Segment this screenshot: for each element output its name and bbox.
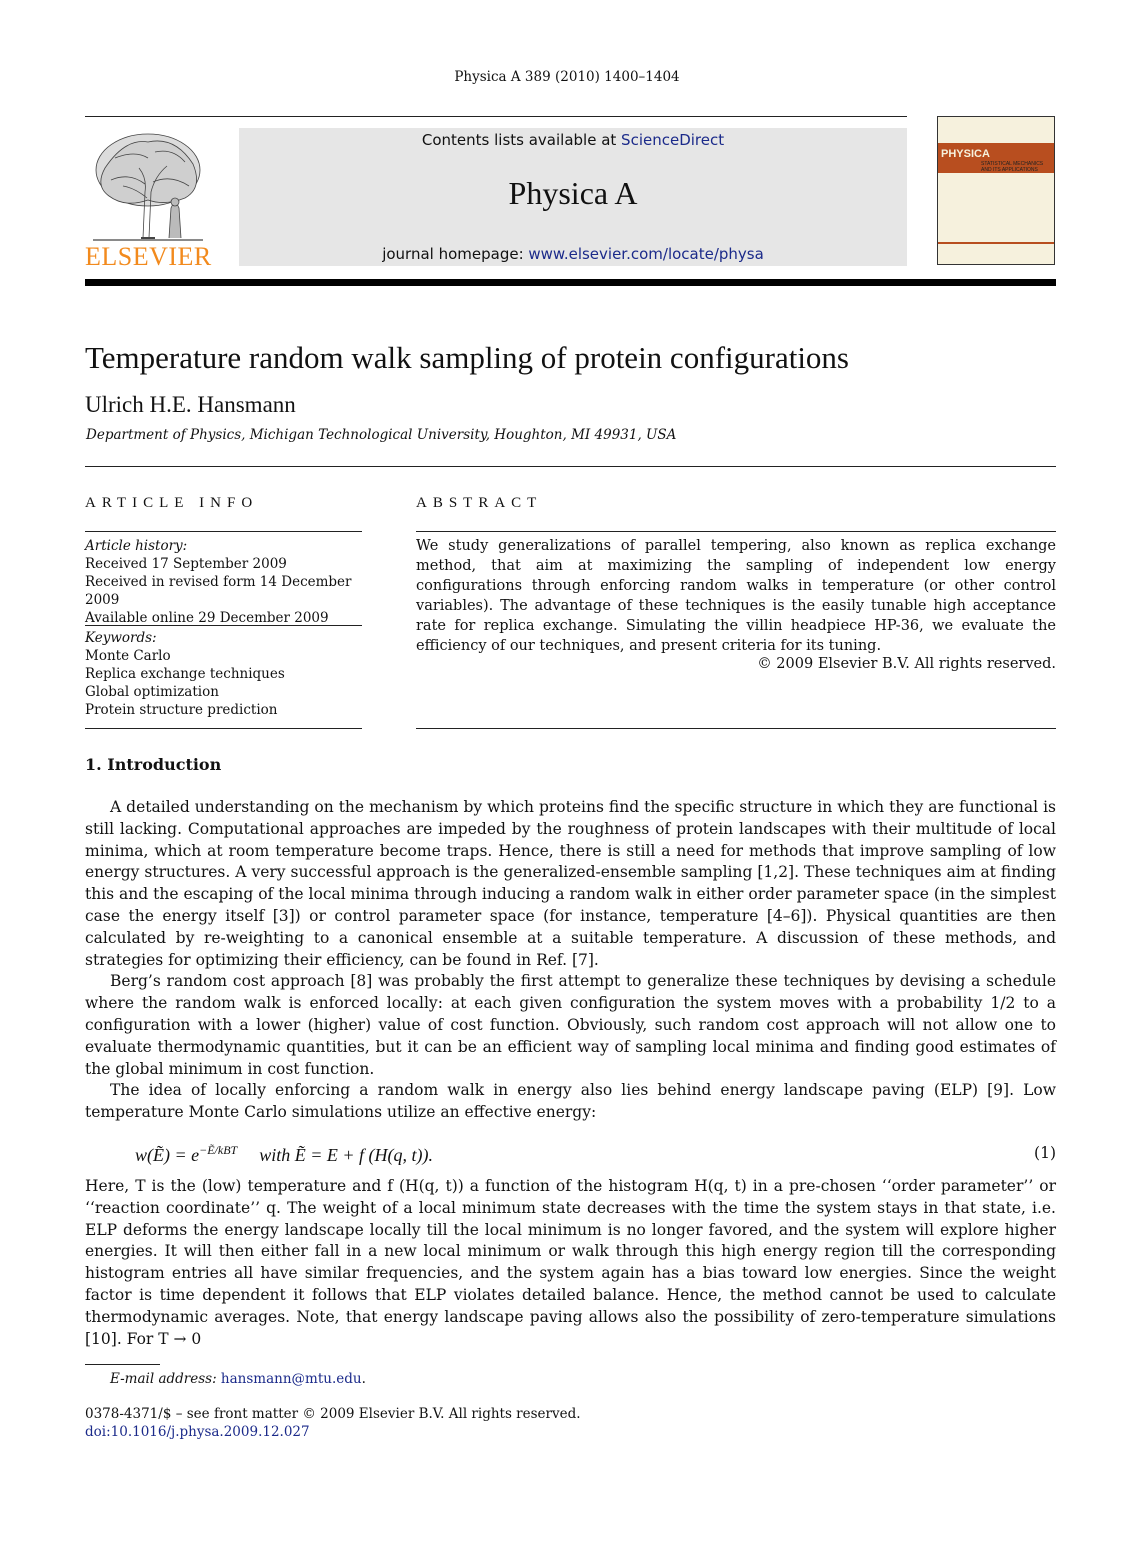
- keyword-item: Global optimization: [85, 684, 219, 700]
- paragraph: A detailed understanding on the mechanism by which proteins find the specific structure in which they are functional is still lacking. Computational approaches are impeded by the roughness of protein landscapes with their multitude of local minima, which at room temperature become traps. Hence, there is still a need for methods that improve sampling of low energy structures. A very successful approach is the generalized-ensemble sampling [1,2]. These techniques aim at finding this and the escaping of the local minima through inducing a random walk in either order parameter space (in the simplest case the energy itself [3]) or control parameter space (for instance, temperature [4–6]). Physical quantities are then calculated by re-weighting to a canonical ensemble at a suitable temperature. A discussion of these methods, and strategies for optimizing their efficiency, can be found in Ref. [7].: [85, 798, 1056, 969]
- cover-bottom-rule: [938, 242, 1054, 244]
- doi-link[interactable]: doi:10.1016/j.physa.2009.12.027: [85, 1424, 310, 1440]
- email-link[interactable]: hansmann@mtu.edu: [220, 1371, 362, 1387]
- equation-number: (1): [1034, 1144, 1056, 1162]
- keyword-item: Monte Carlo: [85, 648, 171, 664]
- abstract-rule-bottom: [416, 728, 1056, 729]
- journal-reference: Physica A 389 (2010) 1400–1404: [454, 69, 680, 85]
- paragraph: Berg’s random cost approach [8] was probably the first attempt to generalize these techniques by devising a schedule where the random walk is enforced locally: at each given configuration the system moves with a probability 1/2 to a configuration with a lower (higher) value of cost function. Obviously, such random cost approach will not allow one to evaluate thermodynamic quantities, but it can be an efficient way of sampling local minima and finding good estimates of the global minimum in cost function.: [85, 972, 1056, 1078]
- contents-line: [239, 131, 907, 149]
- abstract-copyright: © 2009 Elsevier B.V. All rights reserved.: [757, 656, 1056, 672]
- homepage-prefix: journal homepage:: [382, 245, 529, 263]
- abstract-text: We study generalizations of parallel tempering, also known as replica exchange method, that aim at maximizing the sampling of independent low energy configurations through enforcing random walks in temperature (or other control variables). The advantage of these techniques is the easily tunable high acceptance rate for replica exchange. Simulating the villin headpiece HP-36, we evaluate the efficiency of our techniques, and present criteria for its tuning.: [416, 538, 1056, 654]
- elsevier-logo[interactable]: [85, 128, 211, 270]
- keywords: [85, 629, 362, 719]
- article-history: [85, 537, 362, 627]
- keyword-item: Replica exchange techniques: [85, 666, 285, 682]
- elsevier-wordmark: ELSEVIER: [85, 242, 212, 271]
- info-rule-top: [85, 531, 362, 532]
- history-item: Received 17 September 2009: [85, 556, 287, 572]
- keywords-label: Keywords:: [85, 630, 157, 646]
- sciencedirect-link[interactable]: ScienceDirect: [621, 131, 725, 149]
- journal-homepage-link[interactable]: www.elsevier.com/locate/physa: [528, 245, 764, 263]
- affiliation-rule: [85, 466, 1056, 467]
- paragraph: Here, T is the (low) temperature and f (H(q, t)) a function of the histogram H(q, t) in a pre-chosen ‘‘order parameter’’ or ‘‘reaction coordinate’’ q. The weight of a local minimum state decreases with the time the system stays in that state, i.e. ELP deforms the energy landscape locally till the local minimum is no longer favored, and the system will explore higher energies. It will then either fall in a new local minimum or walk through this high energy region till the corresponding histogram entries all have similar frequencies, and the system again has a bias toward low energies. Since the weight factor is time dependent it follows that ELP violates detailed balance. Hence, the method cannot be used to calculate thermodynamic averages. Note, that energy landscape paving allows also the possibility of zero-temperature simulations [10]. For T → 0: [85, 1177, 1056, 1348]
- cover-title: PHYSICA: [941, 148, 990, 160]
- article-info-heading: ARTICLE INFO: [85, 495, 259, 511]
- introduction-heading: 1. Introduction: [85, 755, 222, 774]
- author-affiliation: Department of Physics, Michigan Technological University, Houghton, MI 49931, USA: [86, 427, 677, 443]
- homepage-line: [239, 245, 907, 263]
- paragraph: The idea of locally enforcing a random walk in energy also lies behind energy landscape paving (ELP) [9]. Low temperature Monte Carlo simulations utilize an effective energy:: [85, 1081, 1056, 1122]
- info-rule-bottom: [85, 728, 362, 729]
- journal-cover-thumbnail[interactable]: [937, 116, 1055, 265]
- article-author: Ulrich H.E. Hansmann: [85, 392, 296, 417]
- history-item: Received in revised form 14 December 2009: [85, 574, 352, 608]
- equation-1: [135, 1143, 433, 1166]
- email-footnote: [110, 1371, 366, 1387]
- header-top-rule: [85, 116, 907, 117]
- keyword-item: Protein structure prediction: [85, 702, 278, 718]
- email-label: E-mail address:: [110, 1371, 217, 1387]
- header-thick-rule: [85, 279, 1056, 286]
- journal-name: Physica A: [508, 175, 638, 211]
- email-suffix: .: [361, 1371, 366, 1387]
- abstract-heading: ABSTRACT: [416, 495, 543, 511]
- introduction-body-continued: [85, 1176, 1056, 1350]
- contents-prefix: Contents lists available at: [421, 131, 622, 149]
- front-matter-note: 0378-4371/$ – see front matter © 2009 Elsevier B.V. All rights reserved.: [85, 1406, 581, 1422]
- footnote-rule: [85, 1364, 160, 1365]
- equation-lhs: w(Ẽ) = e: [135, 1145, 200, 1165]
- history-label: Article history:: [85, 538, 188, 554]
- abstract-rule-top: [416, 531, 1056, 532]
- article-title: Temperature random walk sampling of protein configurations: [85, 340, 849, 375]
- cover-subtitle: STATISTICAL MECHANICS AND ITS APPLICATIONS: [981, 161, 1044, 173]
- elsevier-tree-icon: [85, 128, 211, 246]
- history-item: Available online 29 December 2009: [85, 610, 329, 626]
- equation-exponent: −Ẽ/kBT: [199, 1143, 238, 1157]
- introduction-body: [85, 797, 1056, 1124]
- equation-rhs: with Ẽ = E + f (H(q, t)).: [259, 1145, 433, 1165]
